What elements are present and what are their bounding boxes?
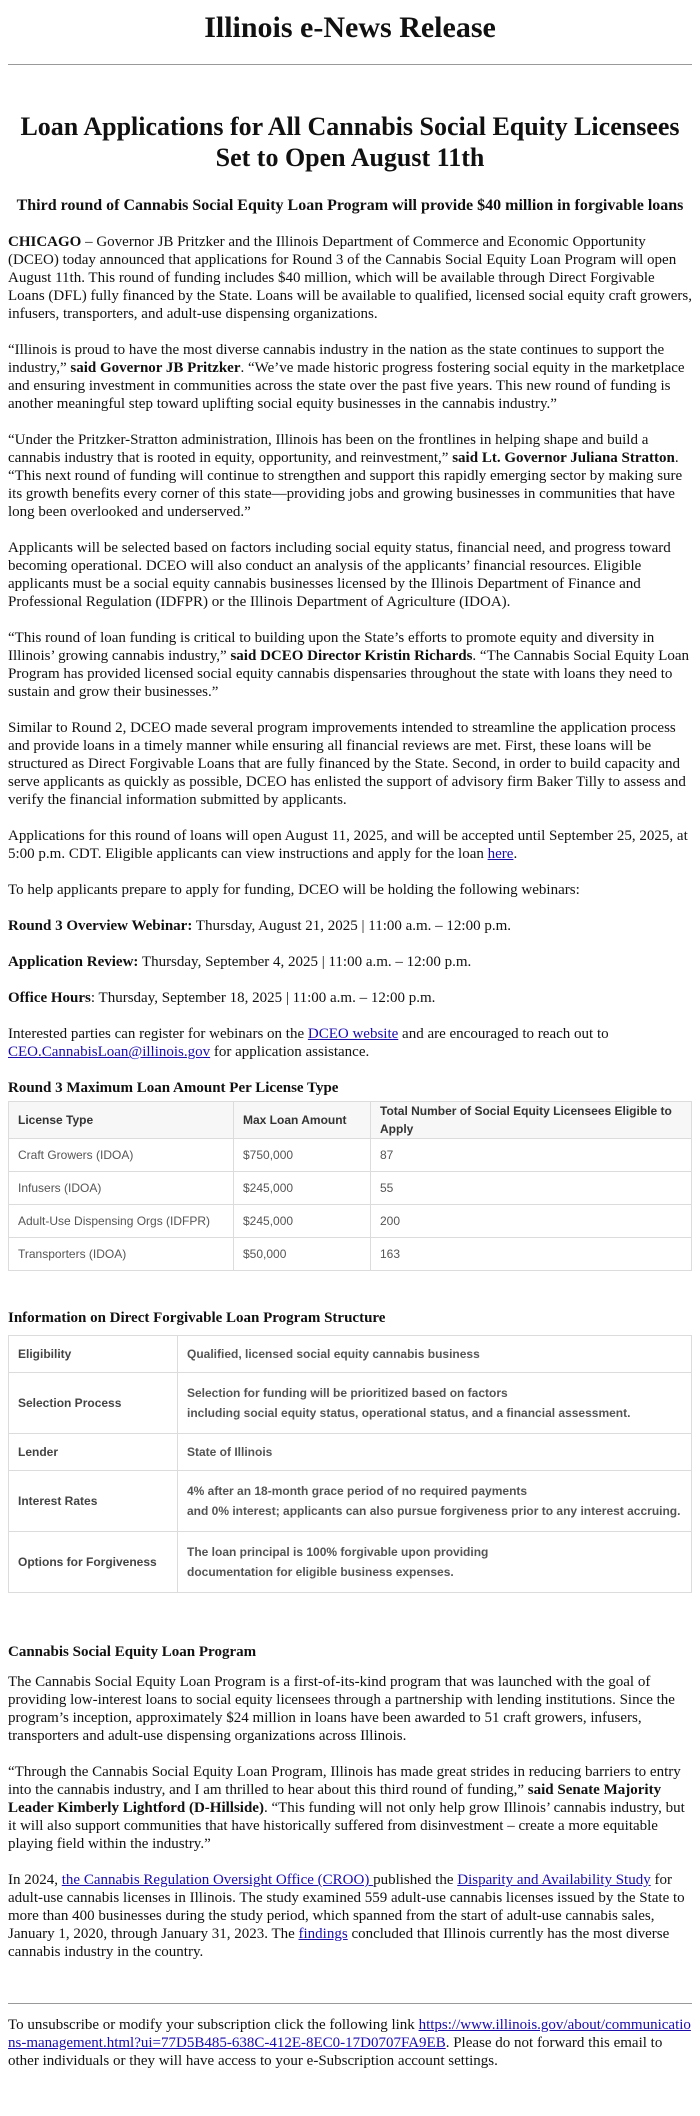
dceo-website-link[interactable]: DCEO website — [307, 1026, 399, 1042]
quote-text: “Through the Cannabis Social Equity Loan Program, Illinois has made great strides in reducing barriers to entry into the cannabis industry, and I am thrilled to hear about this third round of funding,” — [8, 1764, 681, 1798]
paragraph-text: and are encouraged to reach out to — [398, 1026, 609, 1042]
row-label: Options for Forgiveness — [9, 1532, 178, 1593]
footer-divider — [8, 2003, 692, 2004]
table-cell: 87 — [371, 1139, 692, 1172]
paragraph-text: . — [513, 846, 518, 862]
footer-text: . Please do not forward this email to other individuals or they will have access to your e-Subscription account settings. — [8, 2035, 663, 2069]
row-value — [178, 1336, 692, 1373]
lightford-quote — [8, 1763, 692, 1853]
program-structure-table — [8, 1335, 692, 1593]
selection-paragraph: Applicants will be selected based on factors including social equity status, financial need, and progress toward becoming operational. DCEO will also conduct an analysis of the applicants’ financial resources. Eligible applicants must be a social equity cannabis businesses licensed by the Illinois Department of Finance and Professional Regulation (IDFPR) or the Illinois Department of Agriculture (IDOA). — [8, 540, 671, 610]
stratton-quote — [8, 431, 692, 521]
webinar-label: Office Hours — [8, 990, 91, 1006]
row-value — [178, 1373, 692, 1434]
loan-amount-table — [8, 1101, 692, 1271]
quote-text: . “We’ve made historic progress fostering social equity in the marketplace and ensuring investment in communities across the state over the past five years. This new round of funding is another meaningful step toward uplifting social equity businesses in the cannabis industry.” — [8, 360, 685, 412]
table-row — [9, 1434, 692, 1471]
value-line: State of Illinois — [187, 1445, 273, 1459]
croo-link[interactable]: the Cannabis Regulation Oversight Office (CROO) — [61, 1872, 374, 1888]
program-paragraph: The Cannabis Social Equity Loan Program is a first-of-its-kind program that was launched with the goal of providing low-interest loans to social equity licensees through a partnership with lending institutions. Since the program’s inception, approximately $24 million in loans have been awarded to 51 craft growers, infusers, transporters and adult-use dispensing organizations across Illinois. — [8, 1674, 675, 1744]
table-row — [9, 1471, 692, 1532]
column-header: License Type — [9, 1102, 234, 1139]
richards-quote — [8, 629, 692, 701]
paragraph-text: published the — [373, 1872, 458, 1888]
webinar-label: Application Review: — [8, 954, 139, 970]
webinar-time: Thursday, September 4, 2025 | 11:00 a.m. – 12:00 p.m. — [138, 954, 472, 970]
masthead: Illinois e-News Release — [204, 11, 496, 44]
table-cell: $50,000 — [234, 1238, 371, 1271]
row-label: Interest Rates — [9, 1471, 178, 1532]
quote-text: . “The Cannabis Social Equity Loan Program has provided licensed social equity cannabis dispensaries throughout the state with loans they need to sustain and grow their businesses.” — [8, 648, 690, 700]
webinar-item — [8, 917, 692, 935]
row-value — [178, 1532, 692, 1593]
table-row — [9, 1139, 692, 1172]
intro-paragraph — [8, 233, 692, 323]
table-row — [9, 1238, 692, 1271]
unsubscribe-link[interactable]: https://www.illinois.gov/about/communications-management.html?ui=77D5B485-638C-412E-8EC0-17D0707FA9EB — [8, 2017, 691, 2051]
row-label: Lender — [9, 1434, 178, 1471]
webinars-intro: To help applicants prepare to apply for funding, DCEO will be holding the following webinars: — [8, 882, 580, 898]
table-row — [9, 1373, 692, 1434]
header-divider — [8, 64, 692, 65]
table-cell: Infusers (IDOA) — [9, 1172, 234, 1205]
attribution: said Senate Majority Leader Kimberly Lightford (D-Hillside) — [8, 1782, 662, 1816]
study-link[interactable]: Disparity and Availability Study — [457, 1872, 651, 1888]
paragraph-text: for adult-use cannabis licenses in Illinois. The study examined 559 adult-use cannabis licenses issued by the State to more than 400 businesses during the study period, which spanned from the start of adult-use cannabis sales, January 1, 2020, through January 31, 2023. The — [8, 1872, 685, 1942]
footer-text: To unsubscribe or modify your subscription click the following link — [8, 2017, 419, 2033]
applications-paragraph — [8, 827, 692, 863]
structure-table-title: Information on Direct Forgivable Loan Program Structure — [8, 1310, 386, 1326]
paragraph-text: concluded that Illinois currently has the most diverse cannabis industry in the country. — [8, 1926, 670, 1960]
table-cell: 200 — [371, 1205, 692, 1238]
attribution: said DCEO Director Kristin Richards — [230, 648, 473, 664]
attribution: said Governor JB Pritzker — [70, 360, 241, 376]
webinar-time: Thursday, August 21, 2025 | 11:00 a.m. – 12:00 p.m. — [192, 918, 512, 934]
column-header: Total Number of Social Equity Licensees Eligible to Apply — [371, 1102, 692, 1139]
value-line: 4% after an 18-month grace period of no required payments — [187, 1484, 528, 1498]
webinar-label: Round 3 Overview Webinar: — [8, 918, 193, 934]
row-value — [178, 1434, 692, 1471]
table-cell: 163 — [371, 1238, 692, 1271]
apply-here-link[interactable]: here — [487, 846, 514, 862]
loan-table-title: Round 3 Maximum Loan Amount Per License Type — [8, 1080, 339, 1096]
value-line: Qualified, licensed social equity cannabis business — [187, 1347, 480, 1361]
paragraph-text: Applications for this round of loans will open August 11, 2025, and will be accepted until September 25, 2025, at 5:00 p.m. CDT. Eligible applicants can view instructions and apply for the loan — [8, 828, 688, 862]
attribution: said Lt. Governor Juliana Stratton — [452, 450, 675, 466]
paragraph-text: Interested parties can register for webinars on the — [8, 1026, 308, 1042]
quote-text: . “This funding will not only help grow Illinois’ cannabis industry, but it will also support communities that have historically suffered from disinvestment – create a more equitable playing field within the industry.” — [8, 1800, 685, 1852]
value-line: including social equity status, operational status, and a financial assessment. — [187, 1406, 631, 1420]
table-row — [9, 1532, 692, 1593]
email-link[interactable]: CEO.CannabisLoan@illinois.gov — [8, 1044, 211, 1060]
study-paragraph — [8, 1871, 692, 1961]
unsubscribe-notice — [8, 2016, 692, 2070]
row-label: Selection Process — [9, 1373, 178, 1434]
row-label: Eligibility — [9, 1336, 178, 1373]
findings-link[interactable]: findings — [298, 1926, 348, 1942]
webinar-item — [8, 989, 692, 1007]
subheadline: Third round of Cannabis Social Equity Loan Program will provide $40 million in forgivable loans — [16, 197, 684, 214]
headline: Loan Applications for All Cannabis Social Equity Licensees Set to Open August 11th — [20, 112, 680, 172]
webinar-item — [8, 953, 692, 971]
quote-text: “Illinois is proud to have the most diverse cannabis industry in the nation as the state continues to support the industry,” — [8, 342, 665, 376]
quote-text: “Under the Pritzker-Stratton administration, Illinois has been on the frontlines in helping shape and build a cannabis industry that is rooted in equity, opportunity, and reinvestment,” — [8, 432, 649, 466]
table-row — [9, 1336, 692, 1373]
value-line: The loan principal is 100% forgivable upon providing — [187, 1545, 489, 1559]
table-cell: $245,000 — [234, 1172, 371, 1205]
webinar-time: : Thursday, September 18, 2025 | 11:00 a.m. – 12:00 p.m. — [90, 990, 436, 1006]
quote-text: . “This next round of funding will continue to strengthen and support this rapidly emerging sector by making sure its growth benefits every corner of this state—providing jobs and growing businesses in communities that have long been overlooked and underserved.” — [8, 450, 683, 520]
table-header-row — [9, 1102, 692, 1139]
table-cell: $245,000 — [234, 1205, 371, 1238]
value-line: documentation for eligible business expenses. — [187, 1565, 454, 1579]
register-paragraph — [8, 1025, 692, 1061]
value-line: Selection for funding will be prioritized based on factors — [187, 1386, 508, 1400]
table-row — [9, 1205, 692, 1238]
intro-text: – Governor JB Pritzker and the Illinois Department of Commerce and Economic Opportunity (DCEO) today announced that applications for Round 3 of the Cannabis Social Equity Loan Program will open August 11th. This round of funding includes $40 million, which will be available through Direct Forgivable Loans (DFL) fully financed by the State. Loans will be available to qualified, licensed social equity craft growers, infusers, transporters, and adult-use dispensing organizations. — [8, 234, 692, 322]
value-line: and 0% interest; applicants can also pursue forgiveness prior to any interest accruing. — [187, 1504, 681, 1518]
table-cell: $750,000 — [234, 1139, 371, 1172]
pritzker-quote — [8, 341, 692, 413]
table-cell: Adult-Use Dispensing Orgs (IDFPR) — [9, 1205, 234, 1238]
quote-text: “This round of loan funding is critical to building upon the State’s efforts to promote equity and diversity in Illinois’ growing cannabis industry,” — [8, 630, 655, 664]
paragraph-text: In 2024, — [8, 1872, 62, 1888]
table-row — [9, 1172, 692, 1205]
paragraph-text: for application assistance. — [210, 1044, 370, 1060]
table-cell: 55 — [371, 1172, 692, 1205]
table-cell: Transporters (IDOA) — [9, 1238, 234, 1271]
column-header: Max Loan Amount — [234, 1102, 371, 1139]
row-value — [178, 1471, 692, 1532]
dateline: CHICAGO — [8, 234, 82, 250]
table-cell: Craft Growers (IDOA) — [9, 1139, 234, 1172]
program-title: Cannabis Social Equity Loan Program — [8, 1644, 257, 1660]
improvements-paragraph: Similar to Round 2, DCEO made several program improvements intended to streamline the application process and provide loans in a timely manner while ensuring all financial reviews are met. First, these loans will be structured as Direct Forgivable Loans that are fully financed by the State. Second, in order to build capacity and serve applicants as quickly as possible, DCEO has enlisted the support of advisory firm Baker Tilly to assess and verify the financial information submitted by applicants. — [8, 720, 686, 808]
